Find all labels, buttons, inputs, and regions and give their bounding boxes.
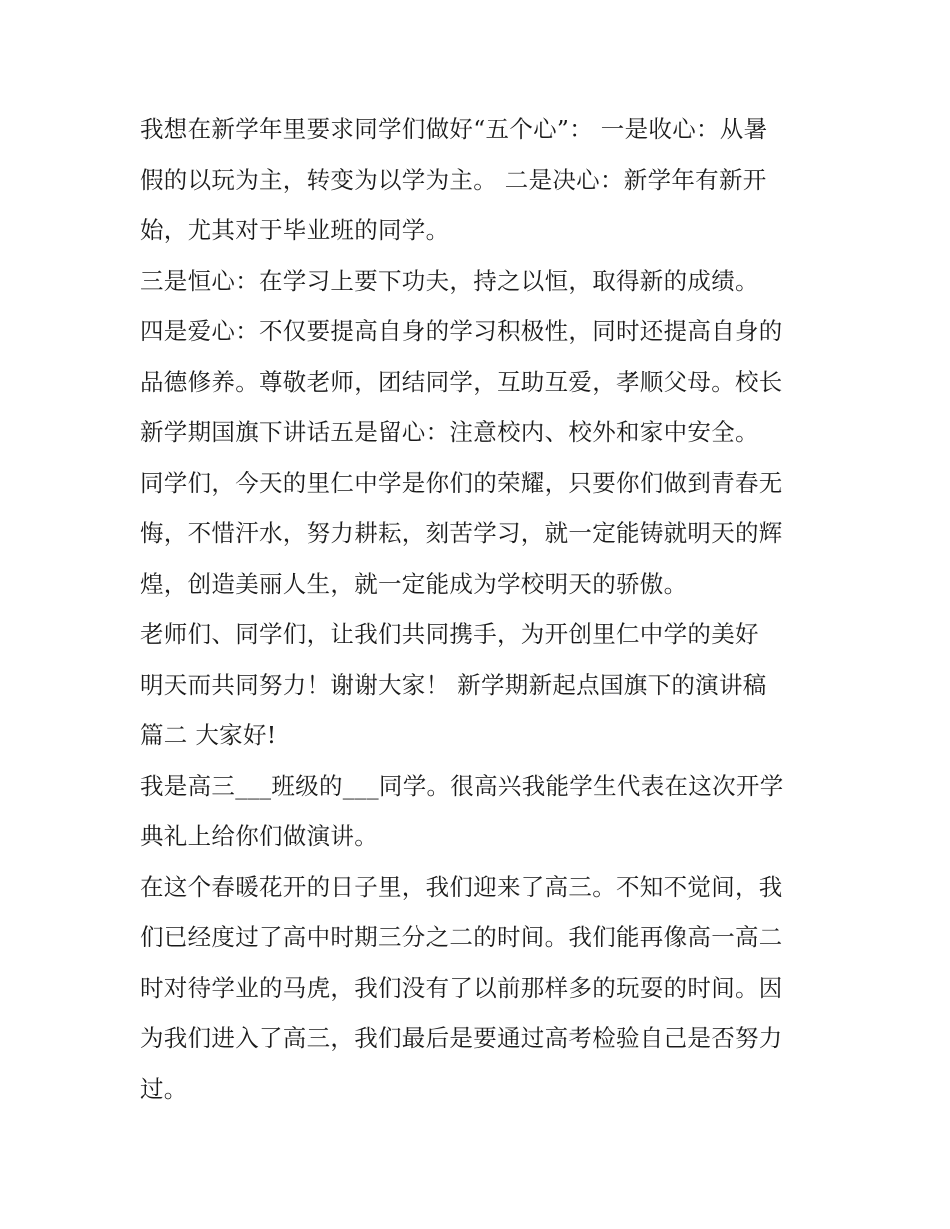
paragraph-self-introduction <box>140 761 820 862</box>
text-line: 们已经度过了高中时期三分之二的时间。我们能再像高一高二 <box>140 923 783 951</box>
text-line: 四是爱心：不仅要提高自身的学习积极性，同时还提高自身的 <box>140 317 783 345</box>
text-line: 过。 <box>140 1074 188 1103</box>
text-line: 我想在新学年里要求同学们做好“五个心”： 一是收心：从暑 <box>140 115 768 143</box>
paragraph-closing-and-part-two <box>140 609 820 761</box>
text-line: 同学们，今天的里仁中学是你们的荣耀，只要你们做到青春无 <box>140 468 783 497</box>
text-line: 始，尤其对于毕业班的同学。 <box>140 216 450 244</box>
paragraph-perseverance <box>140 256 820 307</box>
text-line: 假的以玩为主，转变为以学为主。 二是决心：新学年有新开 <box>140 165 767 194</box>
paragraph-love-and-care <box>140 306 820 458</box>
text-line: 时对待学业的马虎，我们没有了以前那样多的玩耍的时间。因 <box>140 973 783 1002</box>
text-line: 悔，不惜汗水，努力耕耘，刻苦学习，就一定能铸就明天的辉 <box>140 519 783 547</box>
text-line: 为我们进入了高三，我们最后是要通过高考检验自己是否努力 <box>140 1024 783 1052</box>
text-line: 煌，创造美丽人生，就一定能成为学校明天的骄傲。 <box>140 569 688 598</box>
text-line: 三是恒心：在学习上要下功夫，持之以恒，取得新的成绩。 <box>140 266 759 295</box>
text-line: 明天而共同努力！谢谢大家！ 新学期新起点国旗下的演讲稿 <box>140 670 767 699</box>
text-line: 品德修养。尊敬老师，团结同学，互助互爱，孝顺父母。校长 <box>140 367 783 396</box>
text-line: 在这个春暖花开的日子里，我们迎来了高三。不知不觉间，我 <box>140 872 783 901</box>
text-line: 篇二 大家好! <box>140 721 277 749</box>
paragraph-students-glory <box>140 458 820 610</box>
text-line: 新学期国旗下讲话五是留心：注意校内、校外和家中安全。 <box>140 418 759 446</box>
paragraph-five-hearts <box>140 104 820 256</box>
text-line: 我是高三___班级的___同学。很高兴我能学生代表在这次开学 <box>140 771 784 800</box>
text-line: 老师们、同学们，让我们共同携手，为开创里仁中学的美好 <box>140 620 759 648</box>
text-line: 典礼上给你们做演讲。 <box>140 822 378 850</box>
paragraph-senior-year <box>140 862 820 1115</box>
document-body <box>140 104 820 1114</box>
